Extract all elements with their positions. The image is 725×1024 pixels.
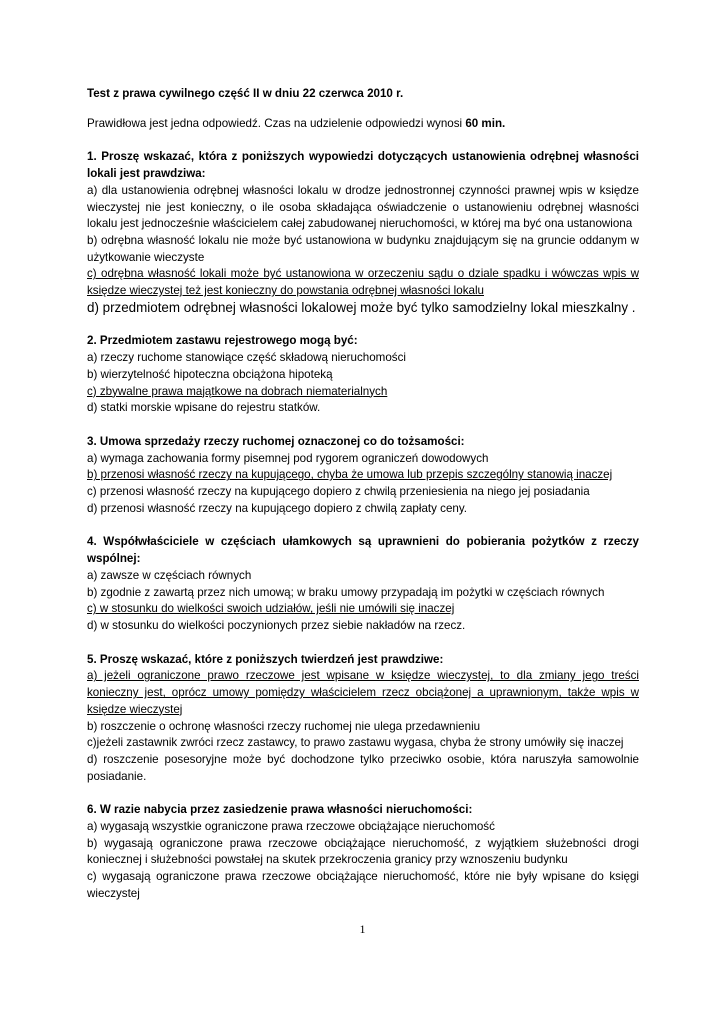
answer-option-correct: b) przenosi własność rzeczy na kupującego, chyba że umowa lub przepis szczególny stanowią inaczej: [87, 468, 613, 482]
answer-option-correct: a) jeżeli ograniczone prawo rzeczowe jest wpisane w księdze wieczystej, to dla zmiany jego treści konieczny jest, oprócz umowy pomiędzy właścicielem rzecz obciążonej a uprawnionym, także wpis w księdze wieczystej: [87, 669, 639, 716]
answer-option: b) wierzytelność hipoteczna obciążona hipoteką: [87, 367, 333, 381]
question-text: 5. Proszę wskazać, które z poniższych twierdzeń jest prawdziwe:: [87, 652, 444, 666]
question-text: 6. W razie nabycia przez zasiedzenie prawa własności nieruchomości:: [87, 803, 473, 817]
document-title: Test z prawa cywilnego część II w dniu 22 czerwca 2010 r.: [87, 87, 404, 100]
question-2: [87, 333, 639, 417]
answer-option: d) przedmiotem odrębnej własności lokalowej może być tylko samodzielny lokal mieszkalny .: [87, 299, 636, 315]
question-4: [87, 534, 639, 634]
time-limit: 60 min.: [465, 116, 506, 130]
answer-option: a) rzeczy ruchome stanowiące część składową nieruchomości: [87, 351, 406, 365]
page-number: 1: [359, 922, 366, 936]
answer-option: d) roszczenie posesoryjne może być dochodzone tylko przeciwko osobie, która naruszyła samowolnie posiadanie.: [87, 752, 639, 783]
question-text: 3. Umowa sprzedaży rzeczy ruchomej oznaczonej co do tożsamości:: [87, 434, 465, 448]
answer-option: d) statki morskie wpisane do rejestru statków.: [87, 401, 321, 415]
question-3: [87, 434, 639, 518]
question-list: [87, 149, 639, 902]
question-1: [87, 149, 639, 316]
answer-option: b) wygasają ograniczone prawa rzeczowe obciążające nieruchomość, z wyjątkiem służebności drogi koniecznej i służebności powstałej na skutek przekroczenia granicy przy wznoszeniu budynku: [87, 836, 639, 867]
answer-option: d) przenosi własność rzeczy na kupującego dopiero z chwilą zapłaty ceny.: [87, 501, 467, 515]
answer-option: b) roszczenie o ochronę własności rzeczy ruchomej nie ulega przedawnieniu: [87, 719, 481, 733]
question-text: 2. Przedmiotem zastawu rejestrowego mogą być:: [87, 334, 358, 348]
question-text: 4. Współwłaściciele w częściach ułamkowych są uprawnieni do pobierania pożytków z rzeczy wspólnej:: [87, 535, 639, 566]
answer-option-correct: c) w stosunku do wielkości swoich udziałów, jeśli nie umówili się inaczej: [87, 602, 455, 616]
answer-option: a) wymaga zachowania formy pisemnej pod rygorem ograniczeń dowodowych: [87, 451, 489, 465]
answer-option: a) dla ustanowienia odrębnej własności lokalu w drodze jednostronnej czynności prawnej wpis w księdze wieczystej nie jest konieczny, o ile osoba składająca oświadczenie o ustanowieniu odrębnej własności lokalu jest jednocześnie właścicielem całej zabudowanej nieruchomości, w której ma być ona ustanowiona: [87, 183, 639, 231]
document-page: [87, 86, 639, 903]
answer-option: c) wygasają ograniczone prawa rzeczowe obciążające nieruchomość, które nie były wpisane do księgi wieczystej: [87, 870, 639, 900]
answer-option: a) wygasają wszystkie ograniczone prawa rzeczowe obciążające nieruchomość: [87, 820, 495, 834]
answer-option: c) przenosi własność rzeczy na kupującego dopiero z chwilą przeniesienia na niego jej posiadania: [87, 485, 590, 499]
answer-option: a) zawsze w częściach równych: [87, 568, 252, 582]
question-5: [87, 652, 639, 786]
answer-option: b) odrębna własność lokalu nie może być ustanowiona w budynku znajdującym się na gruncie oddanym w użytkowanie wieczyste: [87, 233, 639, 264]
instructions-text: Prawidłowa jest jedna odpowiedź. Czas na udzielenie odpowiedzi wynosi: [87, 116, 466, 130]
question-text: 1. Proszę wskazać, która z poniższych wypowiedzi dotyczących ustanowienia odrębnej własności lokali jest prawdziwa:: [87, 150, 639, 181]
answer-option: c)jeżeli zastawnik zwróci rzecz zastawcy, to prawo zastawu wygasa, chyba że strony umówiły się inaczej: [87, 736, 624, 750]
answer-option-correct: c) odrębna własność lokali może być ustanowiona w orzeczeniu sądu o dziale spadku i wówczas wpis w księdze wieczystej też jest konieczny do powstania odrębnej własności lokalu: [87, 267, 639, 298]
answer-option-correct: c) zbywalne prawa majątkowe na dobrach niematerialnych: [87, 384, 388, 398]
answer-option: d) w stosunku do wielkości poczynionych przez siebie nakładów na rzecz.: [87, 618, 466, 632]
question-6: [87, 802, 639, 902]
instructions: [87, 116, 639, 133]
answer-option: b) zgodnie z zawartą przez nich umową; w braku umowy przypadają im pożytki w częściach równych: [87, 585, 605, 599]
